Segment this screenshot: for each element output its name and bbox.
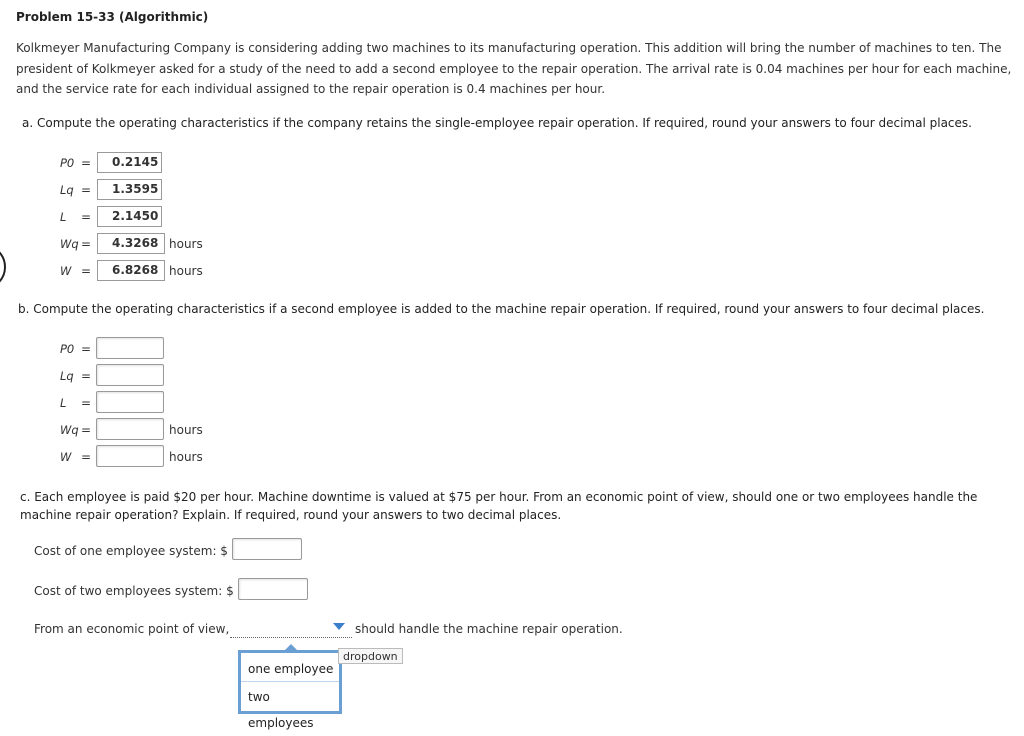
problem-intro: Kolkmeyer Manufacturing Company is considering adding two machines to its manufacturing operation. This addition will bring the number of machines to ten. The president of Kolkmeyer asked for a study of the need to add a second employee to the repair operation. The arrival rate is 0.04 machines per hour for each machine, and the service rate for each individual assigned to the repair operation is 0.4 machines per hour. bbox=[16, 41, 1012, 96]
lq-label: Lq bbox=[60, 183, 74, 197]
p0-label: P0 bbox=[60, 156, 75, 170]
equals-sign: = bbox=[81, 342, 92, 356]
p0-label: P0 bbox=[60, 342, 75, 356]
lq-input[interactable] bbox=[96, 364, 164, 386]
p0-answer-box: 0.2145 bbox=[97, 152, 162, 173]
equals-sign: = bbox=[81, 264, 92, 278]
p0-input[interactable] bbox=[96, 337, 164, 359]
part-c-prompt: c. Each employee is paid $20 per hour. Machine downtime is valued at $75 per hour. From an economic point of view, should one or two employees handle the machine repair operation? Explain. If required, round your answers to two decimal places. bbox=[20, 490, 978, 522]
cost-one-label: Cost of one employee system: $ bbox=[34, 544, 228, 558]
equals-sign: = bbox=[81, 156, 92, 170]
wq-answer-box: 4.3268 bbox=[97, 233, 165, 254]
l-input[interactable] bbox=[96, 391, 164, 413]
l-answer-box: 2.1450 bbox=[97, 206, 162, 227]
cost-two-label: Cost of two employees system: $ bbox=[34, 584, 234, 598]
wq-label: Wq bbox=[60, 423, 79, 437]
cost-one-input[interactable] bbox=[232, 538, 302, 560]
part-b-prompt: b. Compute the operating characteristics if a second employee is added to the machine repair operation. If required, round your answers to four decimal places. bbox=[18, 302, 985, 316]
cost-two-input[interactable] bbox=[238, 578, 308, 600]
dropdown-menu bbox=[238, 650, 342, 730]
equals-sign: = bbox=[81, 369, 92, 383]
w-unit: hours bbox=[169, 450, 203, 464]
equals-sign: = bbox=[81, 396, 92, 410]
l-label: L bbox=[60, 396, 67, 410]
lq-answer-box: 1.3595 bbox=[97, 179, 162, 200]
w-answer-box: 6.8268 bbox=[97, 260, 165, 281]
employee-dropdown[interactable] bbox=[230, 614, 352, 638]
w-label: W bbox=[60, 450, 72, 464]
option-two-employees[interactable]: two employees bbox=[248, 690, 314, 730]
w-input[interactable] bbox=[96, 445, 164, 467]
equals-sign: = bbox=[81, 210, 92, 224]
w-unit: hours bbox=[169, 264, 203, 278]
wq-label: Wq bbox=[60, 237, 79, 251]
equals-sign: = bbox=[81, 237, 92, 251]
equals-sign: = bbox=[81, 423, 92, 437]
wq-input[interactable] bbox=[96, 418, 164, 440]
econ-prefix: From an economic point of view, bbox=[34, 622, 230, 636]
wq-unit: hours bbox=[169, 237, 203, 251]
option-one-employee[interactable]: one employee bbox=[241, 656, 339, 682]
econ-suffix: should handle the machine repair operation. bbox=[355, 622, 623, 636]
wq-unit: hours bbox=[169, 423, 203, 437]
equals-sign: = bbox=[81, 450, 92, 464]
problem-title: Problem 15-33 (Algorithmic) bbox=[16, 10, 209, 24]
equals-sign: = bbox=[81, 183, 92, 197]
side-circle-decoration bbox=[0, 244, 6, 290]
chevron-down-icon[interactable] bbox=[333, 623, 345, 630]
dropdown-tooltip: dropdown bbox=[338, 648, 403, 664]
w-label: W bbox=[60, 264, 72, 278]
lq-label: Lq bbox=[60, 369, 74, 383]
part-a-prompt: a. Compute the operating characteristics if the company retains the single-employee repair operation. If required, round your answers to four decimal places. bbox=[22, 116, 972, 130]
l-label: L bbox=[60, 210, 67, 224]
